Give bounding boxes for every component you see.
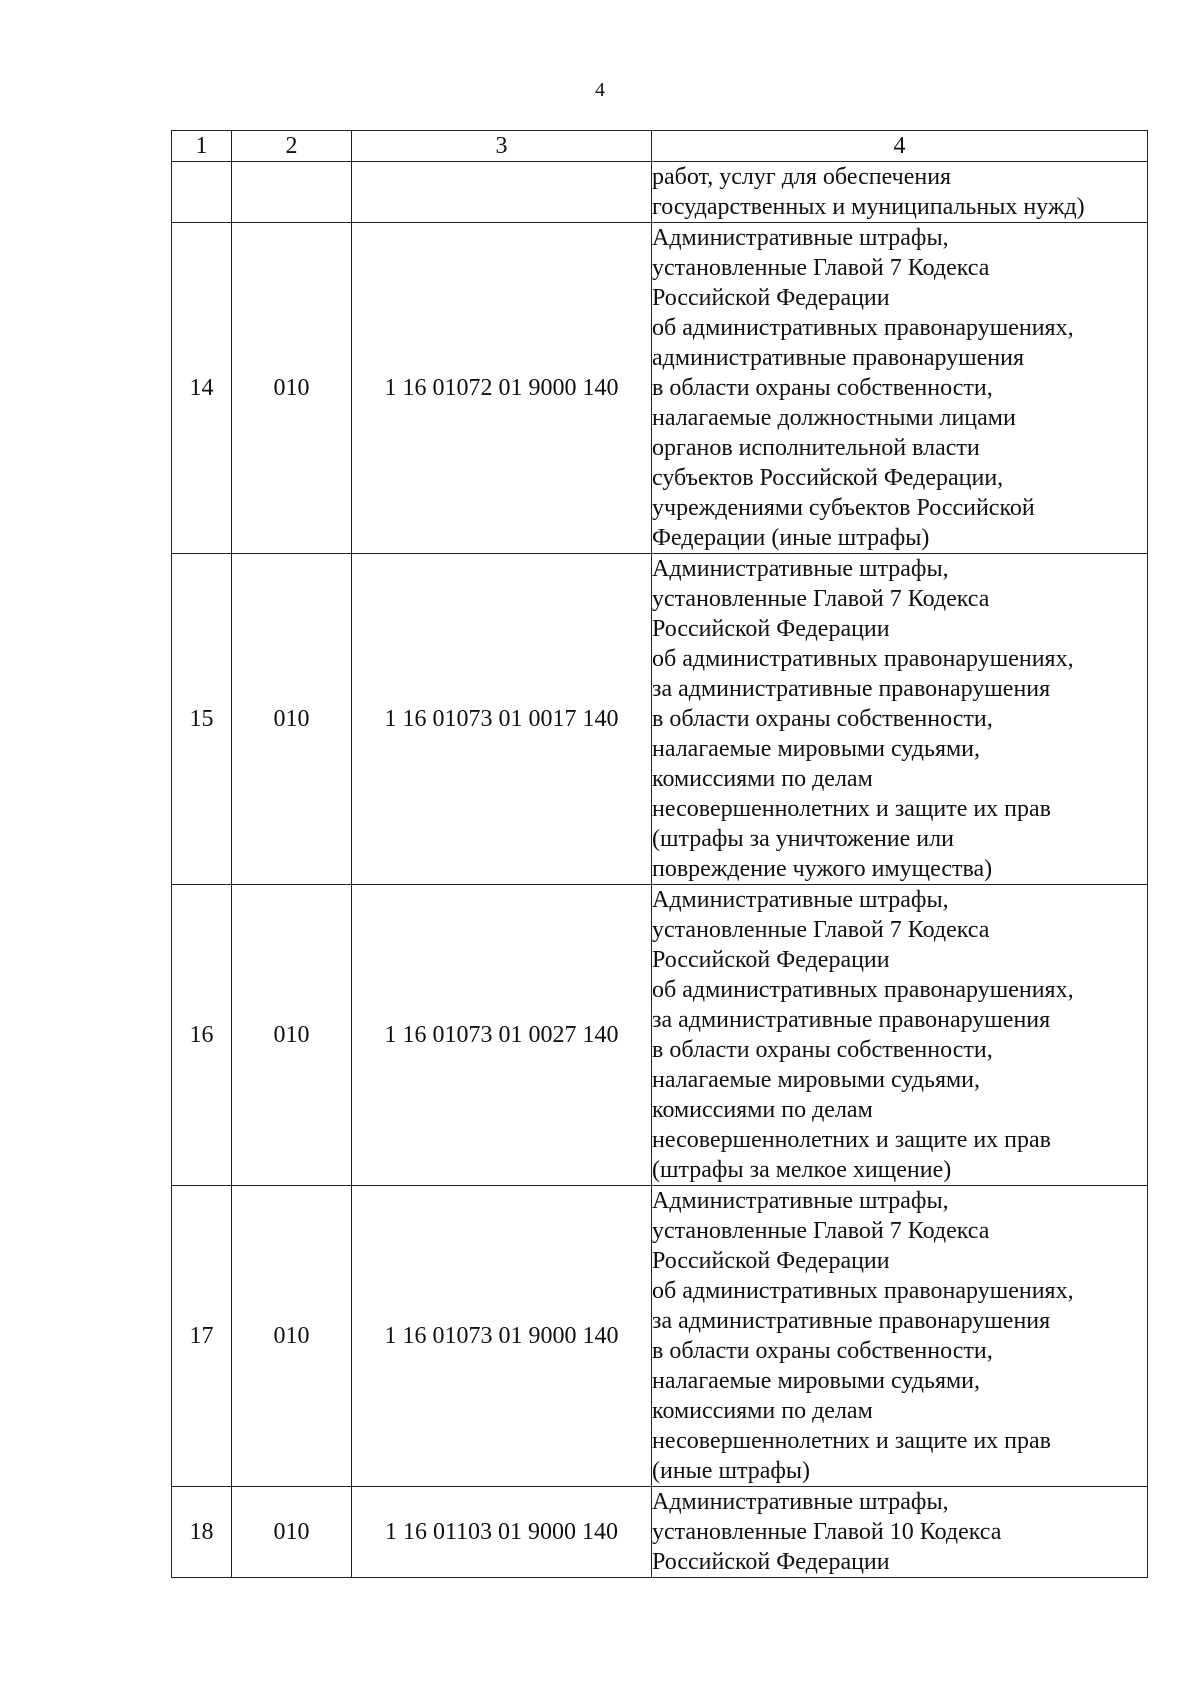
description-line: работ, услуг для обеспечения bbox=[652, 164, 952, 190]
description-line: об административных правонарушениях, bbox=[652, 977, 1074, 1003]
description-line: Административные штрафы, bbox=[652, 1489, 949, 1515]
description-line: Российской Федерации bbox=[652, 285, 890, 311]
description-line: установленные Главой 7 Кодекса bbox=[652, 1218, 990, 1244]
description-line: несовершеннолетних и защите их прав bbox=[652, 1428, 1052, 1454]
description-line: об административных правонарушениях, bbox=[652, 646, 1074, 672]
description-cell bbox=[652, 162, 1148, 223]
table-row bbox=[172, 223, 1148, 554]
table-row bbox=[172, 1186, 1148, 1487]
description-cell bbox=[652, 1487, 1148, 1578]
page-number: 4 bbox=[595, 79, 605, 101]
column-header-3: 3 bbox=[352, 131, 652, 162]
description-cell bbox=[652, 885, 1148, 1186]
description-line: за административные правонарушения bbox=[652, 1308, 1051, 1334]
admin-code-cell: 010 bbox=[232, 223, 352, 554]
table-header-row bbox=[172, 131, 1148, 162]
row-number-cell: 18 bbox=[172, 1487, 232, 1578]
description-line: несовершеннолетних и защите их прав bbox=[652, 1127, 1052, 1153]
description-line: несовершеннолетних и защите их прав bbox=[652, 796, 1052, 822]
description-line: налагаемые мировыми судьями, bbox=[652, 1067, 981, 1093]
admin-code-cell bbox=[232, 162, 352, 223]
description-line: установленные Главой 7 Кодекса bbox=[652, 586, 990, 612]
description-line: налагаемые мировыми судьями, bbox=[652, 736, 981, 762]
classification-code-cell: 1 16 01073 01 9000 140 bbox=[352, 1186, 652, 1487]
description-line: установленные Главой 7 Кодекса bbox=[652, 255, 990, 281]
description-line: установленные Главой 7 Кодекса bbox=[652, 917, 990, 943]
table-row bbox=[172, 885, 1148, 1186]
table-row bbox=[172, 554, 1148, 885]
description-line: (штрафы за уничтожение или bbox=[652, 826, 954, 852]
admin-code-cell: 010 bbox=[232, 554, 352, 885]
description-cell bbox=[652, 554, 1148, 885]
description-line: (штрафы за мелкое хищение) bbox=[652, 1157, 952, 1183]
description-line: Административные штрафы, bbox=[652, 1188, 949, 1214]
description-cell bbox=[652, 223, 1148, 554]
column-header-2: 2 bbox=[232, 131, 352, 162]
row-number-cell bbox=[172, 162, 232, 223]
description-line: об административных правонарушениях, bbox=[652, 315, 1074, 341]
description-cell bbox=[652, 1186, 1148, 1487]
description-line: в области охраны собственности, bbox=[652, 1338, 993, 1364]
classification-code-cell: 1 16 01073 01 0017 140 bbox=[352, 554, 652, 885]
description-line: Федерации (иные штрафы) bbox=[652, 525, 930, 551]
description-line: налагаемые должностными лицами bbox=[652, 405, 1016, 431]
description-line: органов исполнительной власти bbox=[652, 435, 980, 461]
row-number-cell: 17 bbox=[172, 1186, 232, 1487]
description-line: Административные штрафы, bbox=[652, 887, 949, 913]
description-line: комиссиями по делам bbox=[652, 1097, 873, 1123]
description-line: Российской Федерации bbox=[652, 1549, 890, 1575]
description-line: в области охраны собственности, bbox=[652, 375, 993, 401]
description-line: Российской Федерации bbox=[652, 1248, 890, 1274]
row-number-cell: 15 bbox=[172, 554, 232, 885]
classification-code-cell: 1 16 01073 01 0027 140 bbox=[352, 885, 652, 1186]
description-line: учреждениями субъектов Российской bbox=[652, 495, 1035, 521]
description-line: Российской Федерации bbox=[652, 947, 890, 973]
column-header-1: 1 bbox=[172, 131, 232, 162]
description-line: Российской Федерации bbox=[652, 616, 890, 642]
table-row bbox=[172, 162, 1148, 223]
row-number-cell: 14 bbox=[172, 223, 232, 554]
description-line: комиссиями по делам bbox=[652, 1398, 873, 1424]
admin-code-cell: 010 bbox=[232, 1487, 352, 1578]
description-line: административные правонарушения bbox=[652, 345, 1025, 371]
description-line: (иные штрафы) bbox=[652, 1458, 811, 1484]
description-line: субъектов Российской Федерации, bbox=[652, 465, 1004, 491]
description-line: в области охраны собственности, bbox=[652, 1037, 993, 1063]
description-line: в области охраны собственности, bbox=[652, 706, 993, 732]
description-line: Административные штрафы, bbox=[652, 556, 949, 582]
column-header-4: 4 bbox=[652, 131, 1148, 162]
description-line: за административные правонарушения bbox=[652, 1007, 1051, 1033]
description-line: об административных правонарушениях, bbox=[652, 1278, 1074, 1304]
description-line: повреждение чужого имущества) bbox=[652, 856, 993, 882]
description-line: за административные правонарушения bbox=[652, 676, 1051, 702]
description-line: установленные Главой 10 Кодекса bbox=[652, 1519, 1002, 1545]
admin-code-cell: 010 bbox=[232, 1186, 352, 1487]
classification-code-cell bbox=[352, 162, 652, 223]
description-line: комиссиями по делам bbox=[652, 766, 873, 792]
description-line: налагаемые мировыми судьями, bbox=[652, 1368, 981, 1394]
admin-code-cell: 010 bbox=[232, 885, 352, 1186]
row-number-cell: 16 bbox=[172, 885, 232, 1186]
classification-code-cell: 1 16 01072 01 9000 140 bbox=[352, 223, 652, 554]
description-line: государственных и муниципальных нужд) bbox=[652, 194, 1085, 220]
table-row bbox=[172, 1487, 1148, 1578]
table-body bbox=[172, 162, 1148, 1578]
budget-classification-table bbox=[171, 130, 1148, 1578]
description-line: Административные штрафы, bbox=[652, 225, 949, 251]
classification-code-cell: 1 16 01103 01 9000 140 bbox=[352, 1487, 652, 1578]
